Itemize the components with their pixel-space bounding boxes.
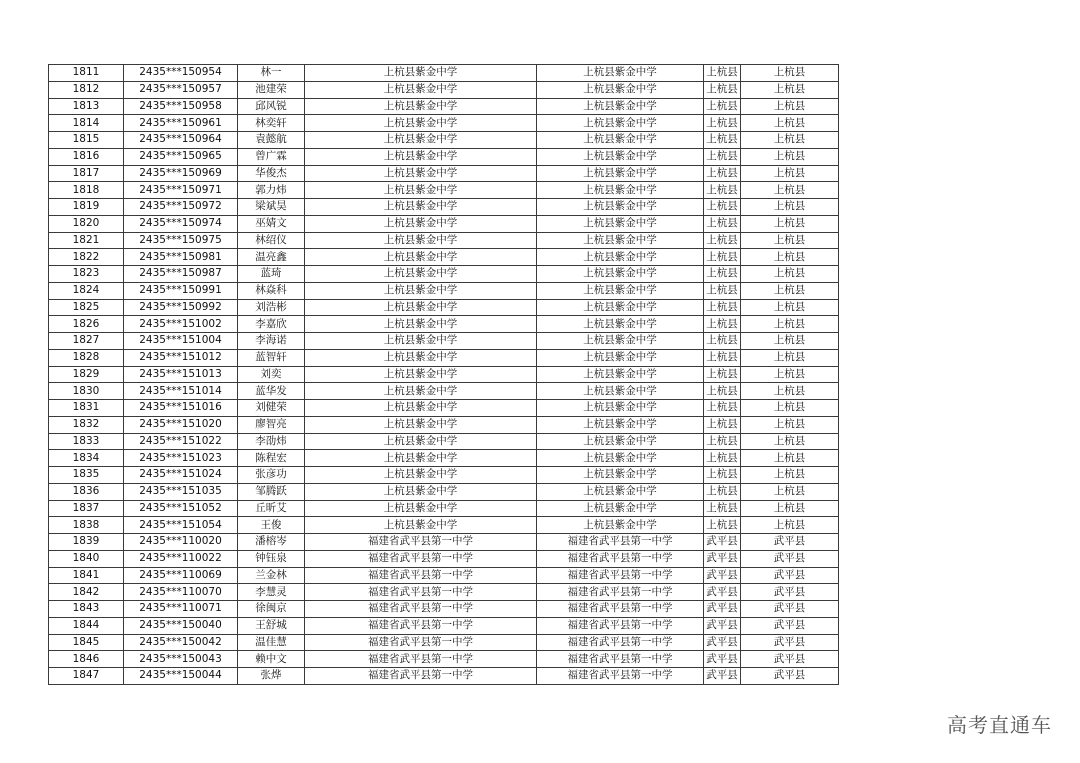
exam-school-cell: 上杭县紫金中学 xyxy=(537,65,704,82)
exam-school-cell: 上杭县紫金中学 xyxy=(537,467,704,484)
student-name-cell: 刘奕 xyxy=(238,366,305,383)
exam-school-cell: 上杭县紫金中学 xyxy=(537,500,704,517)
county-cell: 上杭县 xyxy=(704,148,741,165)
school-cell: 上杭县紫金中学 xyxy=(305,366,537,383)
table-row xyxy=(49,651,839,668)
school-cell: 上杭县紫金中学 xyxy=(305,182,537,199)
exam-school-cell: 上杭县紫金中学 xyxy=(537,232,704,249)
school-cell: 上杭县紫金中学 xyxy=(305,282,537,299)
district-cell: 上杭县 xyxy=(741,450,839,467)
table-row xyxy=(49,349,839,366)
exam-school-cell: 上杭县紫金中学 xyxy=(537,266,704,283)
exam-id-cell: 2435***151004 xyxy=(124,333,238,350)
school-cell: 上杭县紫金中学 xyxy=(305,500,537,517)
row-index-cell: 1817 xyxy=(49,165,124,182)
exam-id-cell: 2435***110020 xyxy=(124,534,238,551)
row-index-cell: 1831 xyxy=(49,400,124,417)
student-name-cell: 张烨 xyxy=(238,668,305,685)
district-cell: 武平县 xyxy=(741,617,839,634)
table-row xyxy=(49,132,839,149)
student-name-cell: 袁懿航 xyxy=(238,132,305,149)
row-index-cell: 1823 xyxy=(49,266,124,283)
school-cell: 上杭县紫金中学 xyxy=(305,316,537,333)
county-cell: 武平县 xyxy=(704,651,741,668)
table-row xyxy=(49,534,839,551)
exam-id-cell: 2435***150974 xyxy=(124,215,238,232)
district-cell: 上杭县 xyxy=(741,98,839,115)
district-cell: 上杭县 xyxy=(741,299,839,316)
county-cell: 武平县 xyxy=(704,634,741,651)
county-cell: 上杭县 xyxy=(704,115,741,132)
table-row xyxy=(49,450,839,467)
school-cell: 上杭县紫金中学 xyxy=(305,467,537,484)
county-cell: 上杭县 xyxy=(704,383,741,400)
school-cell: 上杭县紫金中学 xyxy=(305,215,537,232)
exam-school-cell: 上杭县紫金中学 xyxy=(537,483,704,500)
exam-school-cell: 上杭县紫金中学 xyxy=(537,433,704,450)
school-cell: 上杭县紫金中学 xyxy=(305,98,537,115)
district-cell: 上杭县 xyxy=(741,383,839,400)
table-row xyxy=(49,416,839,433)
table-row xyxy=(49,115,839,132)
table-row xyxy=(49,232,839,249)
exam-school-cell: 上杭县紫金中学 xyxy=(537,333,704,350)
student-name-cell: 池建荣 xyxy=(238,81,305,98)
row-index-cell: 1843 xyxy=(49,601,124,618)
student-name-cell: 林焱科 xyxy=(238,282,305,299)
exam-id-cell: 2435***110070 xyxy=(124,584,238,601)
row-index-cell: 1842 xyxy=(49,584,124,601)
student-name-cell: 林奕轩 xyxy=(238,115,305,132)
table-row xyxy=(49,668,839,685)
exam-school-cell: 上杭县紫金中学 xyxy=(537,98,704,115)
exam-id-cell: 2435***110069 xyxy=(124,567,238,584)
exam-id-cell: 2435***150044 xyxy=(124,668,238,685)
school-cell: 福建省武平县第一中学 xyxy=(305,534,537,551)
school-cell: 福建省武平县第一中学 xyxy=(305,668,537,685)
exam-id-cell: 2435***110022 xyxy=(124,550,238,567)
district-cell: 武平县 xyxy=(741,601,839,618)
district-cell: 上杭县 xyxy=(741,132,839,149)
student-name-cell: 曾广霖 xyxy=(238,148,305,165)
county-cell: 上杭县 xyxy=(704,299,741,316)
school-cell: 上杭县紫金中学 xyxy=(305,115,537,132)
student-name-cell: 林绍仪 xyxy=(238,232,305,249)
table-row xyxy=(49,98,839,115)
exam-school-cell: 福建省武平县第一中学 xyxy=(537,634,704,651)
district-cell: 武平县 xyxy=(741,534,839,551)
school-cell: 上杭县紫金中学 xyxy=(305,483,537,500)
student-name-cell: 李劭炜 xyxy=(238,433,305,450)
exam-id-cell: 2435***110071 xyxy=(124,601,238,618)
exam-id-cell: 2435***151023 xyxy=(124,450,238,467)
student-name-cell: 林一 xyxy=(238,65,305,82)
district-cell: 上杭县 xyxy=(741,366,839,383)
county-cell: 上杭县 xyxy=(704,215,741,232)
student-name-cell: 张彦功 xyxy=(238,467,305,484)
exam-id-cell: 2435***150964 xyxy=(124,132,238,149)
exam-school-cell: 上杭县紫金中学 xyxy=(537,450,704,467)
exam-school-cell: 上杭县紫金中学 xyxy=(537,148,704,165)
table-row xyxy=(49,316,839,333)
table-row xyxy=(49,199,839,216)
county-cell: 上杭县 xyxy=(704,433,741,450)
district-cell: 上杭县 xyxy=(741,182,839,199)
row-index-cell: 1832 xyxy=(49,416,124,433)
exam-id-cell: 2435***151054 xyxy=(124,517,238,534)
exam-id-cell: 2435***151013 xyxy=(124,366,238,383)
school-cell: 福建省武平县第一中学 xyxy=(305,550,537,567)
school-cell: 上杭县紫金中学 xyxy=(305,266,537,283)
district-cell: 武平县 xyxy=(741,567,839,584)
student-name-cell: 李海诺 xyxy=(238,333,305,350)
row-index-cell: 1845 xyxy=(49,634,124,651)
exam-school-cell: 上杭县紫金中学 xyxy=(537,215,704,232)
exam-school-cell: 福建省武平县第一中学 xyxy=(537,550,704,567)
school-cell: 上杭县紫金中学 xyxy=(305,333,537,350)
school-cell: 福建省武平县第一中学 xyxy=(305,567,537,584)
exam-school-cell: 上杭县紫金中学 xyxy=(537,249,704,266)
exam-school-cell: 上杭县紫金中学 xyxy=(537,182,704,199)
row-index-cell: 1841 xyxy=(49,567,124,584)
row-index-cell: 1846 xyxy=(49,651,124,668)
table-row xyxy=(49,366,839,383)
district-cell: 武平县 xyxy=(741,651,839,668)
student-name-cell: 王俊 xyxy=(238,517,305,534)
table-row xyxy=(49,483,839,500)
exam-id-cell: 2435***150954 xyxy=(124,65,238,82)
school-cell: 上杭县紫金中学 xyxy=(305,299,537,316)
row-index-cell: 1844 xyxy=(49,617,124,634)
student-name-cell: 华俊杰 xyxy=(238,165,305,182)
county-cell: 上杭县 xyxy=(704,467,741,484)
row-index-cell: 1824 xyxy=(49,282,124,299)
district-cell: 上杭县 xyxy=(741,433,839,450)
exam-id-cell: 2435***150972 xyxy=(124,199,238,216)
exam-school-cell: 上杭县紫金中学 xyxy=(537,383,704,400)
row-index-cell: 1828 xyxy=(49,349,124,366)
exam-id-cell: 2435***150969 xyxy=(124,165,238,182)
table-row xyxy=(49,333,839,350)
school-cell: 上杭县紫金中学 xyxy=(305,416,537,433)
school-cell: 福建省武平县第一中学 xyxy=(305,651,537,668)
school-cell: 上杭县紫金中学 xyxy=(305,132,537,149)
district-cell: 上杭县 xyxy=(741,215,839,232)
exam-id-cell: 2435***151024 xyxy=(124,467,238,484)
district-cell: 上杭县 xyxy=(741,483,839,500)
county-cell: 上杭县 xyxy=(704,249,741,266)
row-index-cell: 1829 xyxy=(49,366,124,383)
exam-id-cell: 2435***151002 xyxy=(124,316,238,333)
county-cell: 上杭县 xyxy=(704,349,741,366)
student-name-cell: 陈程宏 xyxy=(238,450,305,467)
county-cell: 上杭县 xyxy=(704,165,741,182)
district-cell: 武平县 xyxy=(741,584,839,601)
district-cell: 上杭县 xyxy=(741,199,839,216)
exam-school-cell: 上杭县紫金中学 xyxy=(537,165,704,182)
exam-school-cell: 福建省武平县第一中学 xyxy=(537,668,704,685)
row-index-cell: 1814 xyxy=(49,115,124,132)
county-cell: 武平县 xyxy=(704,601,741,618)
district-cell: 上杭县 xyxy=(741,165,839,182)
row-index-cell: 1847 xyxy=(49,668,124,685)
row-index-cell: 1837 xyxy=(49,500,124,517)
table-row xyxy=(49,567,839,584)
county-cell: 上杭县 xyxy=(704,65,741,82)
exam-school-cell: 上杭县紫金中学 xyxy=(537,199,704,216)
county-cell: 上杭县 xyxy=(704,483,741,500)
exam-id-cell: 2435***150958 xyxy=(124,98,238,115)
exam-id-cell: 2435***150957 xyxy=(124,81,238,98)
school-cell: 上杭县紫金中学 xyxy=(305,433,537,450)
row-index-cell: 1821 xyxy=(49,232,124,249)
district-cell: 上杭县 xyxy=(741,400,839,417)
exam-school-cell: 上杭县紫金中学 xyxy=(537,349,704,366)
county-cell: 上杭县 xyxy=(704,132,741,149)
district-cell: 上杭县 xyxy=(741,517,839,534)
school-cell: 福建省武平县第一中学 xyxy=(305,601,537,618)
table-row xyxy=(49,299,839,316)
exam-school-cell: 福建省武平县第一中学 xyxy=(537,584,704,601)
exam-school-cell: 福建省武平县第一中学 xyxy=(537,651,704,668)
row-index-cell: 1812 xyxy=(49,81,124,98)
student-name-cell: 蓝琦 xyxy=(238,266,305,283)
exam-id-cell: 2435***150975 xyxy=(124,232,238,249)
county-cell: 上杭县 xyxy=(704,517,741,534)
county-cell: 上杭县 xyxy=(704,366,741,383)
exam-id-cell: 2435***150981 xyxy=(124,249,238,266)
district-cell: 上杭县 xyxy=(741,282,839,299)
school-cell: 上杭县紫金中学 xyxy=(305,81,537,98)
school-cell: 上杭县紫金中学 xyxy=(305,199,537,216)
row-index-cell: 1819 xyxy=(49,199,124,216)
student-name-cell: 蓝华发 xyxy=(238,383,305,400)
row-index-cell: 1813 xyxy=(49,98,124,115)
exam-id-cell: 2435***151012 xyxy=(124,349,238,366)
county-cell: 上杭县 xyxy=(704,282,741,299)
school-cell: 上杭县紫金中学 xyxy=(305,383,537,400)
district-cell: 上杭县 xyxy=(741,333,839,350)
row-index-cell: 1835 xyxy=(49,467,124,484)
district-cell: 上杭县 xyxy=(741,249,839,266)
row-index-cell: 1818 xyxy=(49,182,124,199)
school-cell: 上杭县紫金中学 xyxy=(305,517,537,534)
county-cell: 武平县 xyxy=(704,550,741,567)
table-row xyxy=(49,500,839,517)
row-index-cell: 1830 xyxy=(49,383,124,400)
student-name-cell: 刘浩彬 xyxy=(238,299,305,316)
school-cell: 上杭县紫金中学 xyxy=(305,349,537,366)
exam-id-cell: 2435***151016 xyxy=(124,400,238,417)
county-cell: 武平县 xyxy=(704,567,741,584)
watermark-text: 高考直通车 xyxy=(947,713,1052,737)
school-cell: 福建省武平县第一中学 xyxy=(305,634,537,651)
district-cell: 上杭县 xyxy=(741,65,839,82)
exam-school-cell: 上杭县紫金中学 xyxy=(537,282,704,299)
exam-id-cell: 2435***151052 xyxy=(124,500,238,517)
row-index-cell: 1825 xyxy=(49,299,124,316)
county-cell: 上杭县 xyxy=(704,98,741,115)
row-index-cell: 1833 xyxy=(49,433,124,450)
county-cell: 上杭县 xyxy=(704,416,741,433)
county-cell: 上杭县 xyxy=(704,81,741,98)
exam-school-cell: 上杭县紫金中学 xyxy=(537,400,704,417)
exam-school-cell: 福建省武平县第一中学 xyxy=(537,601,704,618)
county-cell: 上杭县 xyxy=(704,199,741,216)
table-row xyxy=(49,182,839,199)
student-name-cell: 刘健荣 xyxy=(238,400,305,417)
district-cell: 上杭县 xyxy=(741,467,839,484)
student-name-cell: 廖智亮 xyxy=(238,416,305,433)
school-cell: 上杭县紫金中学 xyxy=(305,65,537,82)
row-index-cell: 1815 xyxy=(49,132,124,149)
school-cell: 上杭县紫金中学 xyxy=(305,249,537,266)
student-name-cell: 王舒城 xyxy=(238,617,305,634)
table-row xyxy=(49,148,839,165)
district-cell: 上杭县 xyxy=(741,316,839,333)
exam-id-cell: 2435***150987 xyxy=(124,266,238,283)
table-row xyxy=(49,383,839,400)
district-cell: 上杭县 xyxy=(741,148,839,165)
county-cell: 上杭县 xyxy=(704,266,741,283)
table-row xyxy=(49,550,839,567)
county-cell: 武平县 xyxy=(704,584,741,601)
table-row xyxy=(49,266,839,283)
county-cell: 上杭县 xyxy=(704,500,741,517)
exam-school-cell: 上杭县紫金中学 xyxy=(537,299,704,316)
district-cell: 武平县 xyxy=(741,668,839,685)
roster-body xyxy=(49,65,839,685)
county-cell: 武平县 xyxy=(704,534,741,551)
exam-school-cell: 上杭县紫金中学 xyxy=(537,416,704,433)
county-cell: 上杭县 xyxy=(704,182,741,199)
school-cell: 上杭县紫金中学 xyxy=(305,232,537,249)
table-row xyxy=(49,584,839,601)
row-index-cell: 1811 xyxy=(49,65,124,82)
exam-id-cell: 2435***150040 xyxy=(124,617,238,634)
exam-id-cell: 2435***150992 xyxy=(124,299,238,316)
school-cell: 上杭县紫金中学 xyxy=(305,450,537,467)
row-index-cell: 1826 xyxy=(49,316,124,333)
student-name-cell: 郭力炜 xyxy=(238,182,305,199)
student-name-cell: 钟钰泉 xyxy=(238,550,305,567)
exam-id-cell: 2435***151014 xyxy=(124,383,238,400)
district-cell: 上杭县 xyxy=(741,416,839,433)
student-name-cell: 李慧灵 xyxy=(238,584,305,601)
exam-school-cell: 福建省武平县第一中学 xyxy=(537,567,704,584)
district-cell: 上杭县 xyxy=(741,81,839,98)
table-row xyxy=(49,400,839,417)
district-cell: 上杭县 xyxy=(741,232,839,249)
row-index-cell: 1834 xyxy=(49,450,124,467)
county-cell: 武平县 xyxy=(704,617,741,634)
exam-id-cell: 2435***151020 xyxy=(124,416,238,433)
row-index-cell: 1827 xyxy=(49,333,124,350)
county-cell: 上杭县 xyxy=(704,316,741,333)
student-name-cell: 梁斌昊 xyxy=(238,199,305,216)
student-name-cell: 邱风锐 xyxy=(238,98,305,115)
county-cell: 上杭县 xyxy=(704,232,741,249)
row-index-cell: 1822 xyxy=(49,249,124,266)
row-index-cell: 1836 xyxy=(49,483,124,500)
table-row xyxy=(49,165,839,182)
table-row xyxy=(49,634,839,651)
row-index-cell: 1816 xyxy=(49,148,124,165)
roster-table xyxy=(48,64,839,685)
student-name-cell: 赖中文 xyxy=(238,651,305,668)
row-index-cell: 1840 xyxy=(49,550,124,567)
student-name-cell: 温佳慧 xyxy=(238,634,305,651)
student-name-cell: 李嘉欣 xyxy=(238,316,305,333)
exam-id-cell: 2435***150991 xyxy=(124,282,238,299)
table-row xyxy=(49,601,839,618)
student-name-cell: 兰金林 xyxy=(238,567,305,584)
exam-id-cell: 2435***150971 xyxy=(124,182,238,199)
school-cell: 福建省武平县第一中学 xyxy=(305,584,537,601)
exam-id-cell: 2435***150961 xyxy=(124,115,238,132)
exam-school-cell: 上杭县紫金中学 xyxy=(537,132,704,149)
exam-school-cell: 上杭县紫金中学 xyxy=(537,316,704,333)
student-name-cell: 邹腾跃 xyxy=(238,483,305,500)
school-cell: 上杭县紫金中学 xyxy=(305,165,537,182)
exam-id-cell: 2435***151022 xyxy=(124,433,238,450)
district-cell: 上杭县 xyxy=(741,500,839,517)
exam-school-cell: 上杭县紫金中学 xyxy=(537,517,704,534)
table-row xyxy=(49,215,839,232)
exam-school-cell: 上杭县紫金中学 xyxy=(537,115,704,132)
student-name-cell: 巫婧文 xyxy=(238,215,305,232)
exam-school-cell: 福建省武平县第一中学 xyxy=(537,534,704,551)
exam-school-cell: 福建省武平县第一中学 xyxy=(537,617,704,634)
exam-id-cell: 2435***150042 xyxy=(124,634,238,651)
district-cell: 上杭县 xyxy=(741,266,839,283)
district-cell: 上杭县 xyxy=(741,115,839,132)
exam-id-cell: 2435***150043 xyxy=(124,651,238,668)
exam-id-cell: 2435***151035 xyxy=(124,483,238,500)
district-cell: 上杭县 xyxy=(741,349,839,366)
student-name-cell: 蓝智轩 xyxy=(238,349,305,366)
school-cell: 上杭县紫金中学 xyxy=(305,148,537,165)
student-name-cell: 丘昕艾 xyxy=(238,500,305,517)
row-index-cell: 1839 xyxy=(49,534,124,551)
school-cell: 福建省武平县第一中学 xyxy=(305,617,537,634)
exam-school-cell: 上杭县紫金中学 xyxy=(537,366,704,383)
table-row xyxy=(49,517,839,534)
table-row xyxy=(49,467,839,484)
table-row xyxy=(49,282,839,299)
school-cell: 上杭县紫金中学 xyxy=(305,400,537,417)
table-row xyxy=(49,433,839,450)
district-cell: 武平县 xyxy=(741,634,839,651)
county-cell: 上杭县 xyxy=(704,450,741,467)
county-cell: 上杭县 xyxy=(704,333,741,350)
row-index-cell: 1838 xyxy=(49,517,124,534)
student-name-cell: 潘榕岑 xyxy=(238,534,305,551)
row-index-cell: 1820 xyxy=(49,215,124,232)
county-cell: 上杭县 xyxy=(704,400,741,417)
student-name-cell: 温亮鑫 xyxy=(238,249,305,266)
table-row xyxy=(49,81,839,98)
district-cell: 武平县 xyxy=(741,550,839,567)
county-cell: 武平县 xyxy=(704,668,741,685)
table-row xyxy=(49,249,839,266)
exam-id-cell: 2435***150965 xyxy=(124,148,238,165)
table-row xyxy=(49,617,839,634)
student-name-cell: 徐闽京 xyxy=(238,601,305,618)
exam-school-cell: 上杭县紫金中学 xyxy=(537,81,704,98)
table-row xyxy=(49,65,839,82)
